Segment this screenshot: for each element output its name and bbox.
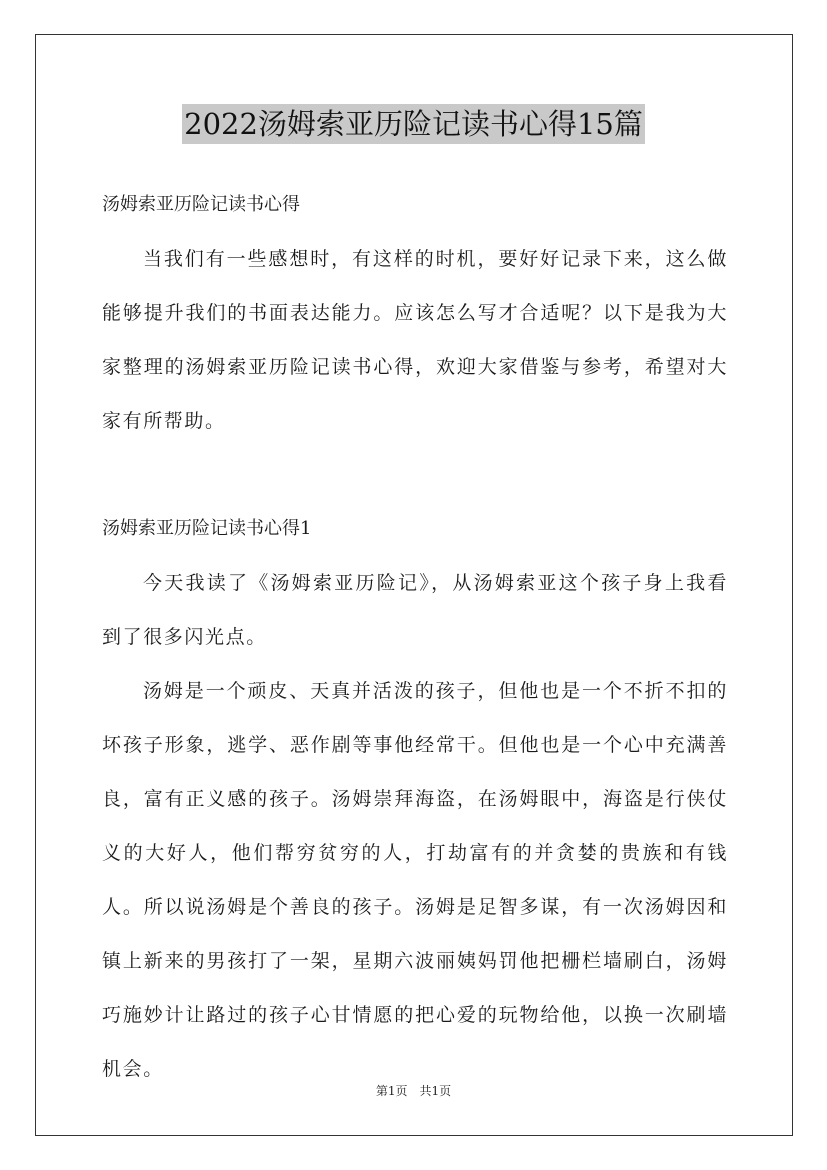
document-body xyxy=(102,178,728,1096)
intro-heading: 汤姆索亚历险记读书心得 xyxy=(102,194,300,215)
page-number: 第1页 xyxy=(375,1084,408,1098)
page-footer xyxy=(0,1083,827,1099)
intro-paragraph: 当我们有一些感想时，有这样的时机，要好好记录下来，这么做能够提升我们的书面表达能力。应该怎么写才合适呢？以下是我为大家整理的汤姆索亚历险记读书心得，欢迎大家借鉴与参考，希望对大家有所帮助。 xyxy=(102,248,728,432)
section1-paragraph-1: 今天我读了《汤姆索亚历险记》，从汤姆索亚这个孩子身上我看到了很多闪光点。 xyxy=(102,572,728,648)
page-total: 共1页 xyxy=(419,1084,452,1098)
document-title-wrapper xyxy=(0,104,827,144)
document-title: 2022汤姆索亚历险记读书心得15篇 xyxy=(182,104,645,144)
section1-heading: 汤姆索亚历险记读书心得1 xyxy=(102,518,312,539)
section1-paragraph-2: 汤姆是一个顽皮、天真并活泼的孩子，但他也是一个不折不扣的坏孩子形象，逃学、恶作剧等事他经常干。但他也是一个心中充满善良，富有正义感的孩子。汤姆崇拜海盗，在汤姆眼中，海盗是行侠仗义的大好人，他们帮穷贫穷的人，打劫富有的并贪婪的贵族和有钱人。所以说汤姆是个善良的孩子。汤姆是足智多谋，有一次汤姆因和镇上新来的男孩打了一架，星期六波丽姨妈罚他把栅栏墙刷白，汤姆巧施妙计让路过的孩子心甘情愿的把心爱的玩物给他，以换一次刷墙机会。 xyxy=(102,680,728,1080)
section-spacer xyxy=(102,448,728,502)
